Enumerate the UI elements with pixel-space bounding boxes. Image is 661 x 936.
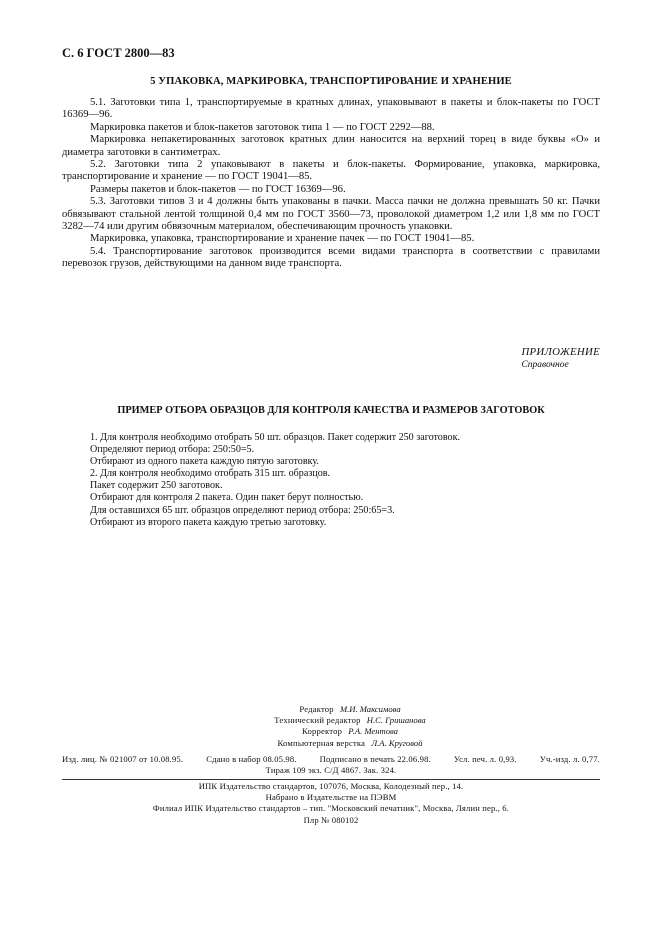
credit-role: Компьютерная верстка xyxy=(277,737,366,748)
publisher-line: ИПК Издательство стандартов, 107076, Москва, Колодезный пер., 14. xyxy=(198,781,464,791)
appendix-subtitle: Справочное xyxy=(521,360,569,370)
credit-role: Технический редактор xyxy=(274,715,361,726)
example-line: 1. Для контроля необходимо отобрать 50 шт. образцов. Пакет содержит 250 заготовок. xyxy=(90,432,461,443)
section-5 xyxy=(62,76,600,271)
credit-editor xyxy=(140,704,560,715)
paragraph: 5.4. Транспортирование заготовок производится всеми видами транспорта в соответствии с правилами перевозок грузов, действующими на данном виде транспорта. xyxy=(62,245,600,270)
paragraph: 5.2. Заготовки типа 2 упаковывают в пакеты и блок-пакеты. Формирование, упаковка, маркировка, транспортирование и хранение — по ГОСТ 19041—85. xyxy=(62,159,600,183)
imprint-run: Тираж 109 экз. С/Д 4867. Зак. 324. xyxy=(265,765,397,776)
paragraph: Маркировка пакетов и блок-пакетов заготовок типа 1 — по ГОСТ 2292—88. xyxy=(90,121,435,133)
credit-technical-editor xyxy=(140,715,560,726)
imprint-print-sheets: Усл. печ. л. 0,93. xyxy=(453,754,517,764)
imprint-sent: Сдано в набор 08.05.98. xyxy=(206,754,297,764)
credit-role: Редактор xyxy=(299,704,334,714)
example-line: Отбирают из второго пакета каждую третью заготовку. xyxy=(90,516,327,528)
publisher-line: Набрано в Издательстве на ПЭВМ xyxy=(265,792,397,803)
imprint-pub-sheets: Уч.-изд. л. 0,77. xyxy=(539,754,600,764)
example-title: ПРИМЕР ОТБОРА ОБРАЗЦОВ ДЛЯ КОНТРОЛЯ КАЧЕСТВА И РАЗМЕРОВ ЗАГОТОВОК xyxy=(117,405,545,416)
paragraph: Размеры пакетов и блок-пакетов — по ГОСТ 16369—96. xyxy=(90,183,346,195)
example-line: Отбирают из одного пакета каждую пятую заготовку. xyxy=(90,456,319,468)
credit-proofreader xyxy=(140,726,560,737)
example-line: Определяют период отбора: 250:50=5. xyxy=(90,444,255,456)
paragraph: 5.3. Заготовки типов 3 и 4 должны быть упакованы в пачки. Масса пачки не должна превышать 50 кг. Пачки обвязывают стальной лентой толщиной 0,4 мм по ГОСТ 3560—73, проволокой диаметром 1,2 или 1,8 мм по ГОСТ 3282—74 или другим обвязочным материалом, обеспечивающим прочность упаковки. xyxy=(62,196,600,233)
sampling-example xyxy=(62,405,600,529)
credit-layout xyxy=(140,738,560,749)
example-line: Отбирают для контроля 2 пакета. Один пакет берут полностью. xyxy=(90,492,364,504)
page-header: С. 6 ГОСТ 2800—83 xyxy=(62,46,175,60)
editorial-credits xyxy=(140,704,560,749)
appendix-title: ПРИЛОЖЕНИЕ xyxy=(521,346,600,358)
credit-person: Н.С. Гришанова xyxy=(366,715,426,726)
credit-role: Корректор xyxy=(302,726,343,737)
section-title: 5 УПАКОВКА, МАРКИРОВКА, ТРАНСПОРТИРОВАНИЕ И ХРАНЕНИЕ xyxy=(150,76,512,87)
publisher-line: Филиал ИПК Издательство стандартов – тип. "Московский печатник", Москва, Лялин пер., 6. xyxy=(152,803,510,814)
example-line: Для оставшихся 65 шт. образцов определяют период отбора: 250:65=3. xyxy=(90,504,395,516)
credit-person: Р.А. Ментова xyxy=(348,726,398,737)
imprint-license: Изд. лиц. № 021007 от 10.08.95. xyxy=(62,754,184,764)
paragraph: 5.1. Заготовки типа 1, транспортируемые в кратных длинах, упаковывают в пакеты и блок-пакеты по ГОСТ 16369—96. xyxy=(62,97,600,121)
print-imprint xyxy=(62,754,600,776)
example-line: 2. Для контроля необходимо отобрать 315 шт. образцов. xyxy=(90,468,331,480)
example-line: Пакет содержит 250 заготовок. xyxy=(90,480,223,492)
paragraph: Маркировка непакетированных заготовок кратных длин наносится на верхний торец в виде буквы «О» и диаметра заготовки в сантиметрах. xyxy=(62,134,600,158)
credit-person: Л.А. Круговой xyxy=(371,737,423,748)
publisher-line: Плр № 080102 xyxy=(303,814,359,825)
paragraph: Маркировка, упаковка, транспортирование и хранение пачек — по ГОСТ 19041—85. xyxy=(90,233,475,245)
appendix-label xyxy=(521,346,600,371)
divider xyxy=(62,779,600,780)
publisher-info xyxy=(62,781,600,826)
credit-person: М.И. Максимова xyxy=(339,704,401,714)
imprint-details xyxy=(62,754,600,765)
imprint-signed: Подписано в печать 22.06.98. xyxy=(319,754,431,764)
